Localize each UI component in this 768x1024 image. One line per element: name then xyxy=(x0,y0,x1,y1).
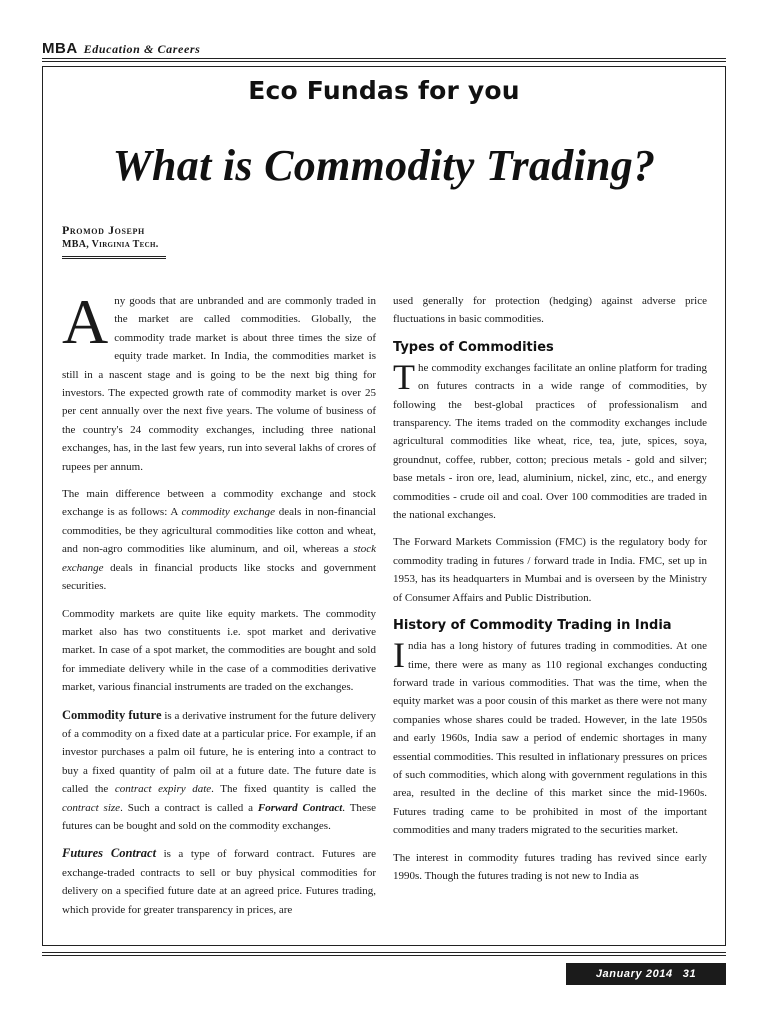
author-credentials: MBA, Virginia Tech. xyxy=(62,239,159,250)
paragraph-intro: Any goods that are unbranded and are commonly traded in the market are called commodities. Globally, the commodity trade market is about three times the size of equity trade market. In India, the commodities market is still in a nascent stage and is going to be the next big thing for investors. The expected growth rate of commodity market is over 25 per cent annually over the next five years. The volume of business of the country's 24 commodity exchanges, including three national exchanges, has, in the last few years, run into several lakhs of crores of rupees per annum. xyxy=(62,286,376,473)
right-column xyxy=(393,292,707,894)
author-name: Promod Joseph xyxy=(62,223,145,237)
paragraph-futures-contract: Futures Contract is a type of forward contract. Futures are exchange-traded contracts to sell or buy physical commodities for delivery on a specified future date at an agreed price. Futures trading, which provide for greater transparency in prices, are xyxy=(62,846,376,916)
paragraph-markets: Commodity markets are quite like equity markets. The commodity market also has two constituents i.e. spot market and derivative market. In case of a spot market, the commodities are bought and sold for immediate delivery while in the case of a commodities derivative market, various financial instruments are traded on the exchanges. xyxy=(62,607,376,694)
article-title: What is Commodity Trading? xyxy=(112,141,656,190)
paragraph-types: The commodity exchanges facilitate an online platform for trading on futures contracts in a wide range of commodities, by following the best-global practices of professionalism and transparency. The items traded on the commodity exchanges include agricultural commodities like wheat, rice, tea, jute, spices, soya, groundnut, coffee, rubber, cotton; precious metals - gold and silver; base metals - iron ore, lead, aluminium, nickel, zinc, etc., and energy commodities - crude oil and coal. Over 100 commodities are traded in the national exchanges. xyxy=(393,356,707,522)
paragraph-hedging: used generally for protection (hedging) against adverse price fluctuations in basic commodities. xyxy=(393,295,707,326)
bottom-rule xyxy=(42,952,726,956)
left-column xyxy=(62,286,376,928)
masthead-brand: MBA xyxy=(42,40,78,57)
paragraph-history: India has a long history of futures trading in commodities. At one time, there were as many as 110 regional exchanges conducting forward trade in various commodities. That was the time, when the equity market was a poor cousin of this market as there were not many companies whose shares could be traded. However, in the late 1950s and early 1960s, India saw a period of endemic shortages in many essential commodities. This resulted in inflationary pressures on prices of such commodities, which along with government regulations in this area, resulted in the decline of this market since the mid-1960s. Futures trading came to be prohibited in most of the important commodities and many traders migrated to the securities market. xyxy=(393,635,707,837)
masthead-subtitle: Education & Careers xyxy=(83,42,201,56)
drop-cap: T xyxy=(393,356,415,397)
drop-cap: I xyxy=(393,635,405,676)
issue-date: January 2014 xyxy=(595,968,673,980)
masthead xyxy=(42,40,200,58)
byline-rule xyxy=(62,256,166,259)
paragraph-exchange-difference: The main difference between a commodity exchange and stock exchange is as follows: A commodity exchange deals in non-financial commodities, be they agricultural commodities like cotton and wheat, and non-agro commodities like aluminum, and oil, whereas a stock exchange deals in financial products like stocks and government securities. xyxy=(62,488,376,593)
paragraph-fmc: The Forward Markets Commission (FMC) is the regulatory body for commodity trading in futures / forward trade in India. FMC, set up in 1953, has its headquarters in Mumbai and is overseen by the Ministry of Consumer Affairs and Public Distribution. xyxy=(393,536,707,604)
paragraph-revival: The interest in commodity futures trading has revived since early 1990s. Though the futures trading is not new to India as xyxy=(393,851,707,882)
page-folio xyxy=(566,963,726,985)
section-kicker: Eco Fundas for you xyxy=(248,76,520,105)
paragraph-commodity-future: Commodity future is a derivative instrument for the future delivery of a commodity on a fixed date at a particular price. For example, if an investor purchases a palm oil future, he is entering into a contract to buy a fixed quantity of palm oil at a future date. The future date is called the contract expiry date. The fixed quantity is called the contract size. Such a contract is called a Forward Contract. These futures can be bought and sold on the commodity exchanges. xyxy=(62,707,376,832)
page-number: 31 xyxy=(682,968,697,980)
heading-types-of-commodities: Types of Commodities xyxy=(393,339,554,355)
heading-history: History of Commodity Trading in India xyxy=(393,618,672,634)
drop-cap: A xyxy=(62,286,109,357)
top-rule xyxy=(42,58,726,62)
byline xyxy=(62,222,159,252)
